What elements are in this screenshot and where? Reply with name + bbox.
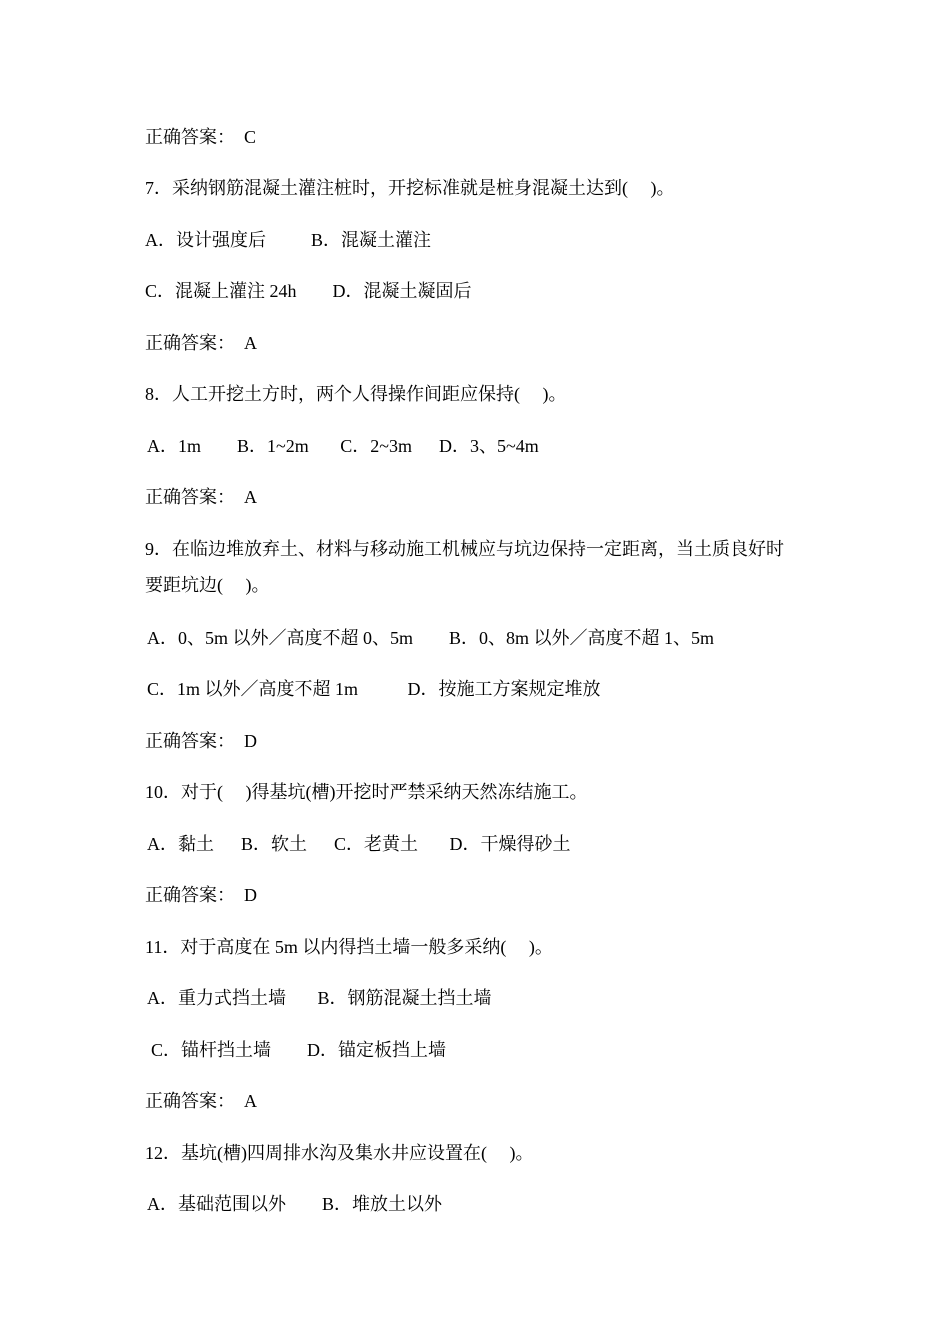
- answer-line-6: 正确答案： C: [145, 127, 257, 147]
- question-10: 10．对于( )得基坑(槽)开挖时严禁采纳天然冻结施工。: [145, 782, 588, 802]
- question-9-options-ab: A．0、5m 以外／高度不超 0、5m B．0、8m 以外／高度不超 1、5m: [147, 628, 715, 648]
- question-8-options: A．1m B．1~2m C．2~3m D．3、5~4m: [147, 436, 539, 456]
- answer-line-8: 正确答案： A: [145, 487, 257, 507]
- question-7-options-ab: A．设计强度后 B．混凝土灌注: [145, 230, 432, 250]
- question-9-options-cd: C．1m 以外／高度不超 1m D．按施工方案规定堆放: [147, 679, 601, 699]
- question-9-line-2: 要距坑边( )。: [145, 575, 270, 595]
- question-11-options-ab: A．重力式挡土墙 B．钢筋混凝土挡土墙: [147, 988, 492, 1008]
- question-7-options-cd: C．混凝上灌注 24h D．混凝土凝固后: [145, 281, 472, 301]
- question-10-options: A．黏土 B．软土 C．老黄土 D．干燥得砂土: [147, 834, 571, 854]
- answer-line-11: 正确答案： A: [145, 1091, 257, 1111]
- answer-line-10: 正确答案： D: [145, 885, 257, 905]
- answer-line-9: 正确答案： D: [145, 731, 257, 751]
- question-9-line-1: 9．在临边堆放弃土、材料与移动施工机械应与坑边保持一定距离，当土质良好时: [145, 539, 784, 559]
- answer-line-7: 正确答案： A: [145, 333, 257, 353]
- question-8: 8．人工开挖土方时，两个人得操作间距应保持( )。: [145, 384, 567, 404]
- question-11-options-cd: C．锚杆挡土墙 D．锚定板挡上墙: [151, 1040, 447, 1060]
- question-12: 12．基坑(槽)四周排水沟及集水井应设置在( )。: [145, 1143, 534, 1163]
- question-7: 7．采纳钢筋混凝土灌注桩时，开挖标准就是桩身混凝土达到( )。: [145, 178, 675, 198]
- question-12-options-ab: A．基础范围以外 B．堆放土以外: [147, 1194, 443, 1214]
- question-11: 11．对于高度在 5m 以内得挡土墙一般多采纳( )。: [145, 937, 553, 957]
